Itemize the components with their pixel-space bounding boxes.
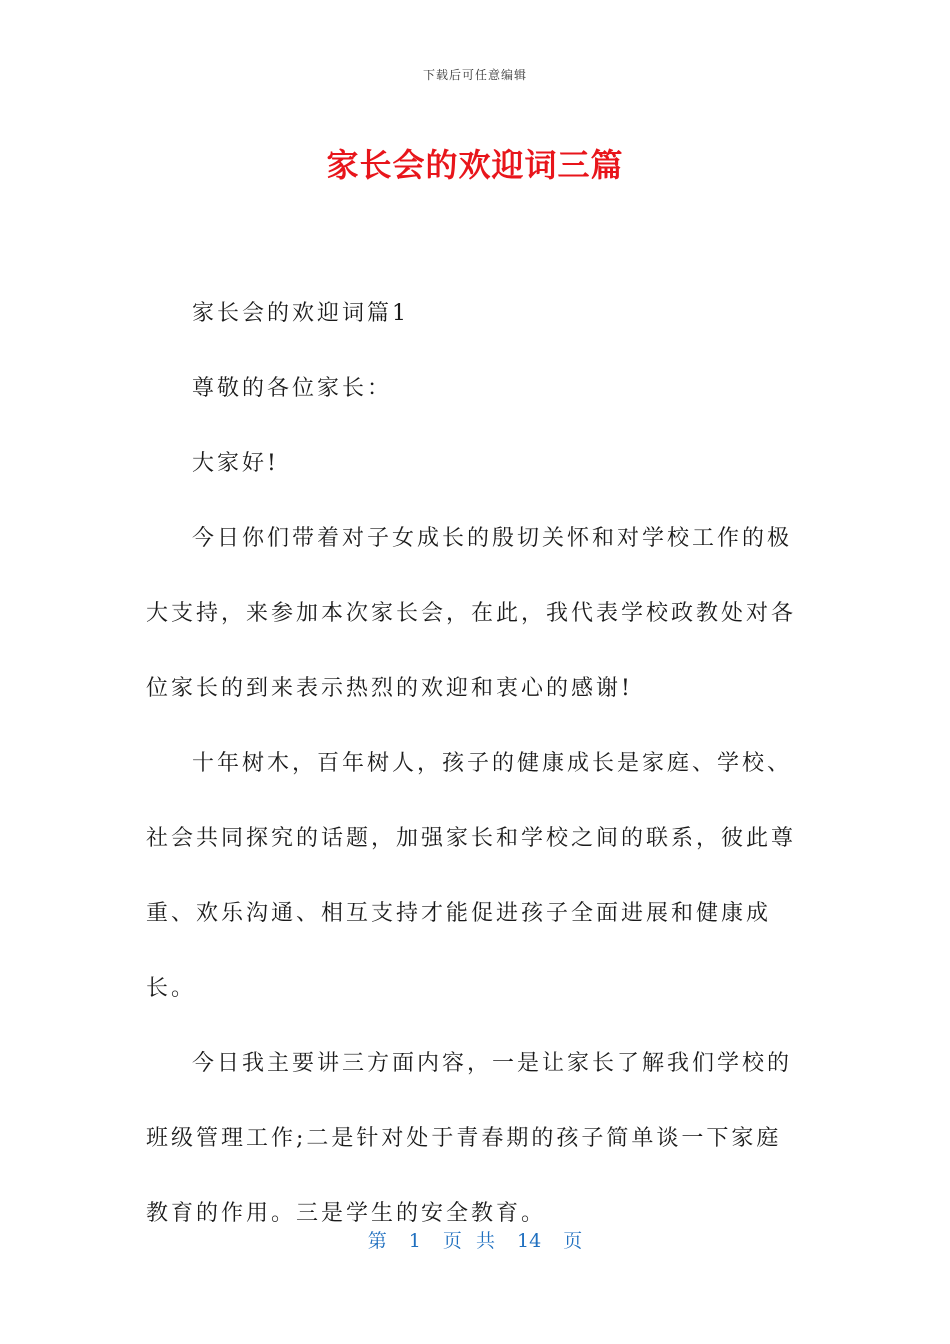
page-footer — [0, 1226, 950, 1253]
paragraph-body-3: 今日我主要讲三方面内容，一是让家长了解我们学校的班级管理工作;二是针对处于青春期的孩子简单谈一下家庭教育的作用。三是学生的安全教育。 — [146, 1051, 793, 1226]
paragraph-section-heading: 家长会的欢迎词篇1 — [192, 301, 409, 326]
footer-total-pages: 14 — [517, 1230, 542, 1252]
document-title: 家长会的欢迎词三篇 — [326, 146, 624, 184]
paragraph-body-2: 十年树木，百年树人，孩子的健康成长是家庭、学校、社会共同探究的话题，加强家长和学校之间的联系，彼此尊重、欢乐沟通、相互支持才能促进孩子全面进展和健康成长。 — [146, 751, 797, 1001]
footer-current-page: 1 — [408, 1230, 421, 1252]
paragraph-salutation: 尊敬的各位家长： — [192, 376, 393, 401]
footer-suffix: 页 — [563, 1230, 583, 1252]
footer-prefix: 第 — [367, 1230, 387, 1252]
paragraph-greeting: 大家好! — [192, 451, 279, 476]
footer-middle: 页 共 — [442, 1230, 495, 1252]
paragraph-body-1: 今日你们带着对子女成长的殷切关怀和对学校工作的极大支持，来参加本次家长会，在此，我代表学校政教处对各位家长的到来表示热烈的欢迎和衷心的感谢! — [146, 526, 797, 701]
header-note: 下载后可任意编辑 — [422, 68, 527, 82]
document-body — [146, 276, 806, 1251]
